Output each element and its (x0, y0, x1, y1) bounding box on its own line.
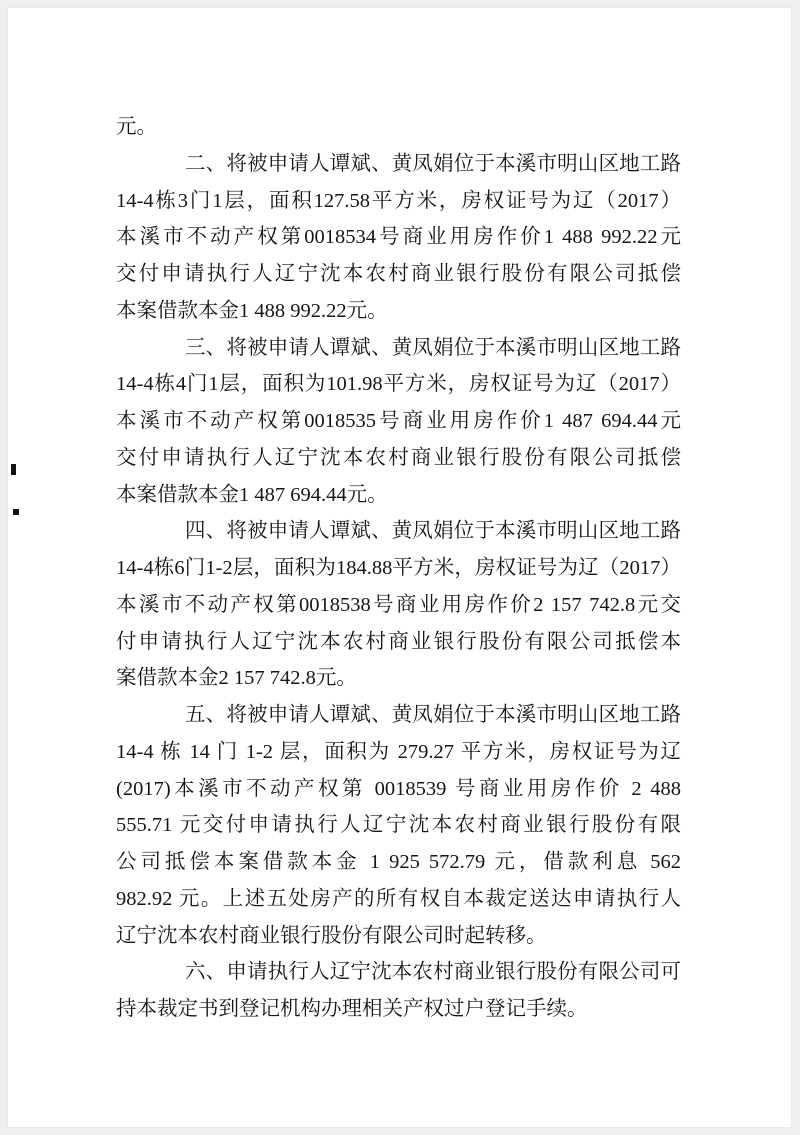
text-line: 付申请执行人辽宁沈本农村商业银行股份有限公司抵偿本 (116, 630, 681, 653)
text-line: 六、申请执行人辽宁沈本农村商业银行股份有限公司可 (185, 961, 681, 984)
text-line: 555.71 元交付申请执行人辽宁沈本农村商业银行股份有限 (116, 814, 681, 837)
text-line: 案借款本金2 157 742.8元。 (116, 667, 357, 690)
text-line: 14-4栋4门1层，面积为101.98平方米，房权证号为辽（2017） (116, 373, 681, 396)
text-line: 本案借款本金1 488 992.22元。 (116, 299, 388, 322)
text-line: (2017)本溪市不动产权第 0018539 号商业用房作价 2 488 (116, 777, 681, 800)
scan-artifact (11, 464, 16, 475)
text-line: 辽宁沈本农村商业银行股份有限公司时起转移。 (116, 924, 547, 947)
scan-artifact (13, 509, 19, 515)
text-line: 三、将被申请人谭斌、黄凤娟位于本溪市明山区地工路 (185, 336, 681, 359)
text-line: 元。 (116, 116, 157, 138)
text-line: 本溪市不动产权第0018535号商业用房作价1 487 694.44元 (116, 410, 681, 432)
text-line: 14-4栋6门1-2层，面积为184.88平方米，房权证号为辽（2017） (116, 557, 681, 579)
scanned-page (8, 8, 791, 1127)
text-line: 四、将被申请人谭斌、黄凤娟位于本溪市明山区地工路 (185, 520, 681, 543)
text-line: 14-4栋3门1层，面积127.58平方米，房权证号为辽（2017） (116, 189, 681, 212)
text-line: 本案借款本金1 487 694.44元。 (116, 483, 388, 506)
text-line: 本溪市不动产权第0018534号商业用房作价1 488 992.22元 (116, 226, 681, 249)
document-body (116, 109, 681, 1028)
text-line: 交付申请执行人辽宁沈本农村商业银行股份有限公司抵偿 (116, 446, 681, 469)
text-line: 持本裁定书到登记机构办理相关产权过户登记手续。 (116, 998, 588, 1020)
text-line: 二、将被申请人谭斌、黄凤娟位于本溪市明山区地工路 (185, 152, 681, 175)
text-line: 五、将被申请人谭斌、黄凤娟位于本溪市明山区地工路 (185, 704, 681, 726)
text-line: 交付申请执行人辽宁沈本农村商业银行股份有限公司抵偿 (116, 263, 681, 285)
text-line: 982.92 元。上述五处房产的所有权自本裁定送达申请执行人 (116, 887, 681, 910)
text-line: 14-4 栋 14 门 1-2 层，面积为 279.27 平方米，房权证号为辽 (116, 740, 681, 763)
text-line: 本溪市不动产权第0018538号商业用房作价2 157 742.8元交 (116, 593, 681, 616)
text-line: 公司抵偿本案借款本金 1 925 572.79 元，借款利息 562 (116, 851, 681, 873)
